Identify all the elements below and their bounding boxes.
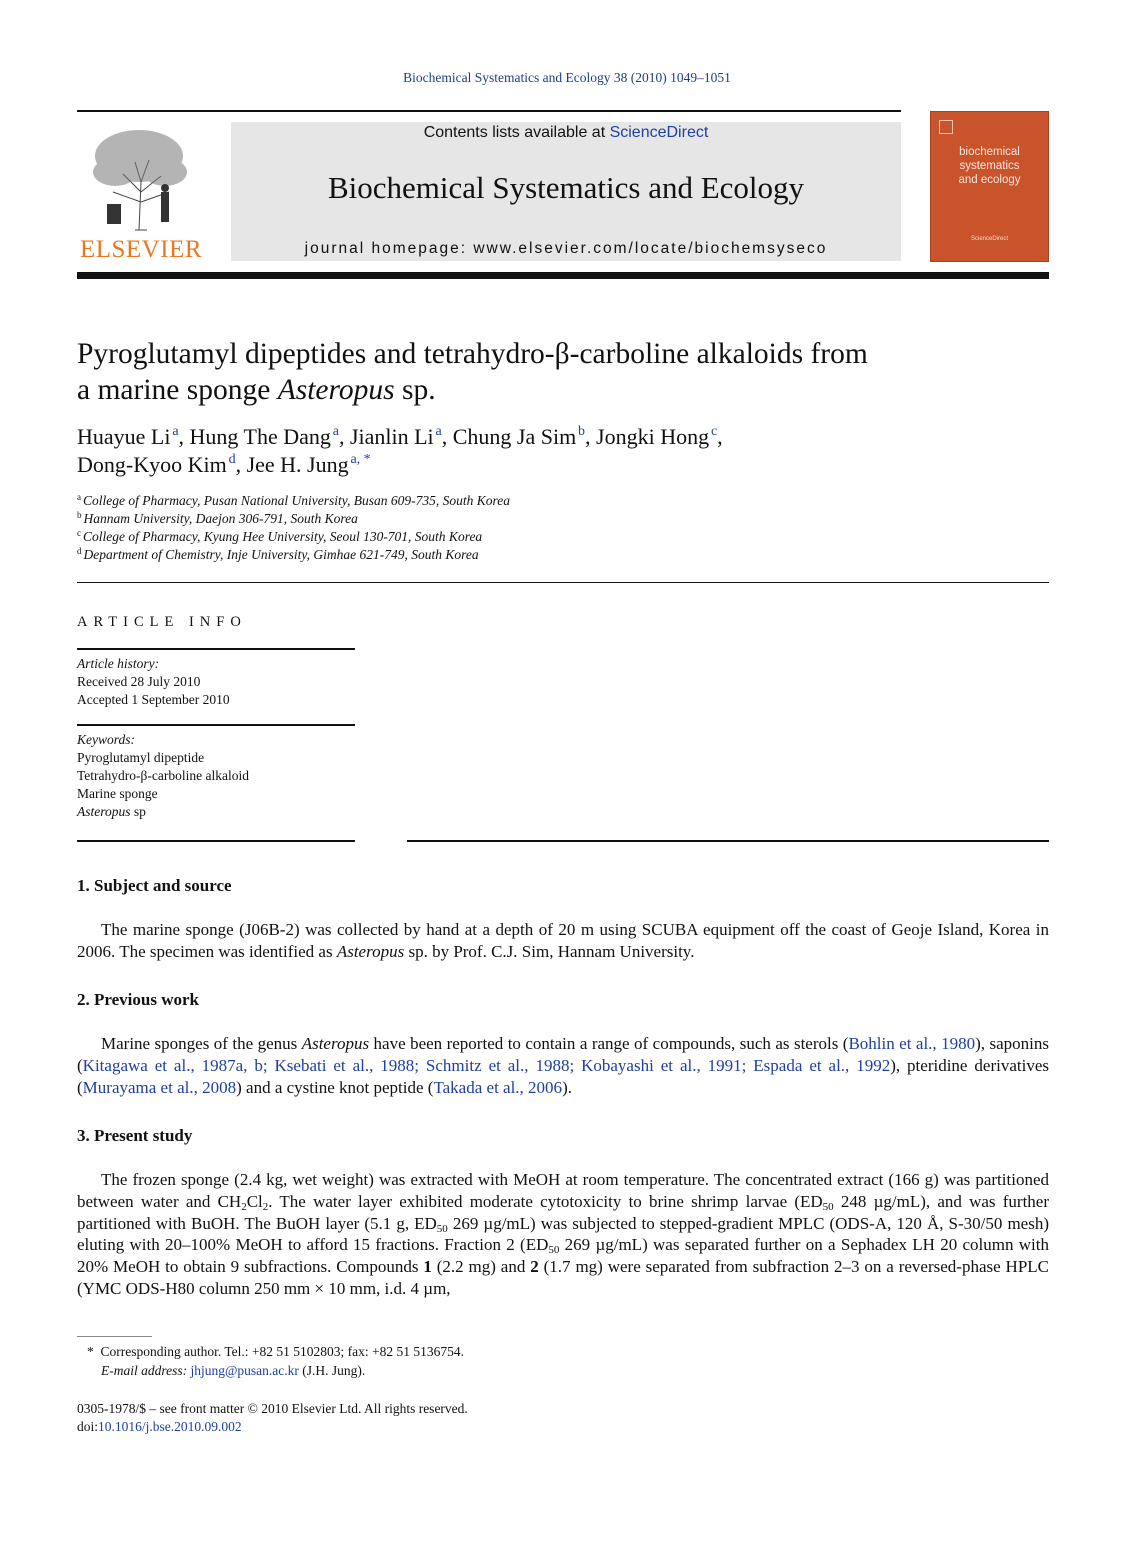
- elsevier-wordmark: ELSEVIER: [79, 236, 203, 263]
- affiliation: [77, 546, 777, 564]
- body-text: have been reported to contain a range of compounds, such as sterols (: [369, 1034, 849, 1053]
- body-text: . The water layer exhibited moderate cytotoxicity to brine shrimp larvae (ED: [268, 1191, 823, 1211]
- author-name: Jee H. Jung: [246, 452, 349, 477]
- header-thick-rule: [77, 272, 1049, 279]
- body-text: 269 µg/mL) was separated further on a Sephadex LH 20 column with 20% MeOH to obtain 9 subfractions. Compounds: [77, 1235, 1049, 1277]
- affiliation: [77, 528, 777, 546]
- affiliation: [77, 492, 777, 510]
- article-info-rule: [77, 724, 355, 726]
- author-affil-link[interactable]: c: [710, 424, 718, 439]
- corresponding-footnote: [87, 1342, 464, 1380]
- email-line: [87, 1361, 464, 1380]
- journal-cover[interactable]: [930, 111, 1049, 262]
- abstract-rule: [407, 840, 1049, 842]
- article-title: [77, 336, 1049, 408]
- title-line-1: Pyroglutamyl dipeptides and tetrahydro-β-carboline alkaloids from: [77, 338, 868, 370]
- body-text: ), pteridine derivatives (: [77, 1055, 1049, 1097]
- affiliation-text: Hannam University, Daejon 306-791, South Korea: [83, 511, 358, 526]
- subscript: 50: [822, 1200, 834, 1213]
- body-text: sp. by Prof. C.J. Sim, Hannam University.: [404, 941, 695, 961]
- title-line-2: [77, 372, 1049, 408]
- article-info-heading: ARTICLE INFO: [77, 614, 247, 630]
- issn-line: 0305-1978/$ – see front matter © 2010 Elsevier Ltd. All rights reserved.: [77, 1401, 468, 1416]
- compound-number: 1: [423, 1257, 432, 1277]
- header-rule: [77, 110, 901, 112]
- contents-line: [231, 124, 901, 142]
- section-heading-1: 1. Subject and source: [77, 876, 232, 895]
- body-text: ).: [562, 1077, 572, 1097]
- compound-number: 2: [530, 1257, 539, 1277]
- section-1-paragraph: [77, 919, 1049, 963]
- body-text: Cl: [246, 1191, 263, 1211]
- keyword: Tetrahydro-β-carboline alkaloid: [77, 768, 249, 783]
- accepted-date: Accepted 1 September 2010: [77, 692, 230, 707]
- author-sep: ,: [717, 424, 723, 449]
- article-info-rule: [77, 840, 355, 842]
- author-name: Hung The Dang: [189, 424, 331, 449]
- corresponding-text: Corresponding author. Tel.: +82 51 5102803; fax: +82 51 5136754.: [100, 1344, 465, 1359]
- affiliation-text: College of Pharmacy, Pusan National University, Busan 609-735, South Korea: [83, 493, 510, 508]
- section-2-paragraph: [77, 1033, 1049, 1098]
- copyright-block: [77, 1400, 468, 1436]
- subscript: 50: [436, 1222, 448, 1235]
- affiliation-text: Department of Chemistry, Inje University, Gimhae 621-749, South Korea: [83, 547, 479, 562]
- tree-icon: [77, 122, 205, 234]
- author-sep: ,: [441, 424, 453, 449]
- keyword: [77, 803, 249, 821]
- affiliation-marker: a: [77, 492, 81, 502]
- journal-citation[interactable]: Biochemical Systematics and Ecology 38 (2010) 1049–1051: [403, 70, 731, 85]
- title-genus: Asteropus: [277, 374, 395, 406]
- title-text: sp.: [394, 374, 436, 406]
- keyword: Marine sponge: [77, 786, 158, 801]
- author-name: Jongki Hong: [596, 424, 710, 449]
- author-affil-link[interactable]: a: [172, 424, 179, 439]
- elsevier-logo[interactable]: [77, 122, 205, 264]
- cover-title-line: systematics: [959, 160, 1020, 172]
- keyword-genus: Asteropus: [77, 804, 131, 819]
- subscript: 2: [262, 1200, 269, 1213]
- cover-title: [931, 145, 1048, 187]
- affiliation-marker: c: [77, 528, 81, 538]
- author-name: Chung Ja Sim: [452, 424, 577, 449]
- article-history: [77, 655, 230, 709]
- footnote-star: *: [87, 1344, 94, 1359]
- affiliation-marker: b: [77, 510, 82, 520]
- author-affil-link[interactable]: a, *: [350, 452, 371, 467]
- author-name: Huayue Li: [77, 424, 171, 449]
- contents-prefix: Contents lists available at: [423, 124, 610, 141]
- footnote-rule: [77, 1336, 152, 1337]
- keywords: [77, 731, 249, 821]
- affiliation: [77, 510, 777, 528]
- corresponding-line: [87, 1342, 464, 1361]
- journal-homepage[interactable]: journal homepage: www.elsevier.com/locate/biochemsyseco: [304, 240, 828, 257]
- reference-link[interactable]: Murayama et al., 2008: [82, 1077, 237, 1097]
- title-divider: [77, 582, 1049, 583]
- subscript: 2: [241, 1200, 247, 1213]
- email-label: E-mail address:: [101, 1363, 191, 1378]
- body-text: ) and a cystine knot peptide (: [236, 1077, 434, 1097]
- genus-name: Asteropus: [336, 941, 405, 961]
- affiliation-marker: d: [77, 546, 82, 556]
- sciencedirect-link[interactable]: ScienceDirect: [609, 124, 709, 141]
- doi-line: [77, 1418, 468, 1436]
- cover-title-line: and ecology: [958, 174, 1021, 186]
- email-link[interactable]: jhjung@pusan.ac.kr: [190, 1363, 299, 1378]
- subscript: 50: [548, 1244, 560, 1257]
- cover-logo-icon: [939, 120, 953, 134]
- body-text: ), saponins (: [77, 1034, 1049, 1075]
- author-affil-link[interactable]: b: [578, 424, 586, 439]
- section-heading-2: 2. Previous work: [77, 990, 199, 1009]
- affiliation-text: College of Pharmacy, Kyung Hee University, Seoul 130-701, South Korea: [83, 529, 483, 544]
- journal-name: Biochemical Systematics and Ecology: [327, 170, 805, 205]
- genus-name: Asteropus: [301, 1034, 370, 1053]
- body-text: Marine sponges of the genus: [101, 1034, 302, 1053]
- body-text: 248 µg/mL), and was further partitioned with BuOH. The BuOH layer (5.1 g, ED: [77, 1191, 1049, 1233]
- affiliation-list: [77, 492, 777, 564]
- keyword-suffix: sp: [130, 804, 146, 819]
- history-label: Article history:: [77, 656, 160, 671]
- author-sep: ,: [178, 424, 190, 449]
- author-name: Dong-Kyoo Kim: [77, 452, 227, 477]
- author-list: [77, 423, 1049, 479]
- keyword: Pyroglutamyl dipeptide: [77, 750, 205, 765]
- cover-sciencedirect: ScienceDirect: [970, 236, 1008, 242]
- author-affil-link[interactable]: d: [228, 452, 236, 467]
- reference-link[interactable]: Takada et al., 2006: [433, 1077, 563, 1097]
- body-text: The marine sponge (J06B-2) was collected by hand at a depth of 20 m using SCUBA equipment off the coast of Geoje Island, Korea in 2006. The specimen was identified as: [77, 920, 1049, 961]
- body-text: (2.2 mg) and: [431, 1257, 531, 1277]
- author-name: Jianlin Li: [349, 424, 434, 449]
- keywords-label: Keywords:: [77, 732, 135, 747]
- section-heading-3: 3. Present study: [77, 1126, 193, 1145]
- body-text: 269 µg/mL) was subjected to stepped-gradient MPLC (ODS-A, 120 Å, S-30/50 mesh) eluting with 20–100% MeOH to afford 15 fractions. Fraction 2 (ED: [77, 1213, 1049, 1255]
- title-text: a marine sponge: [77, 374, 278, 406]
- cover-title-line: biochemical: [959, 146, 1020, 158]
- article-info-rule: [77, 648, 355, 650]
- body-text: The frozen sponge (2.4 kg, wet weight) was extracted with MeOH at room temperature. The concentrated extract (166 g) was partitioned between water and CH: [77, 1170, 1049, 1211]
- author-affil-link[interactable]: a: [332, 424, 339, 439]
- author-sep: ,: [338, 424, 350, 449]
- section-3-paragraph: [77, 1169, 1049, 1300]
- email-suffix: (J.H. Jung).: [298, 1363, 366, 1378]
- author-sep: ,: [585, 424, 597, 449]
- body-text: (1.7 mg) were separated from subfraction 2–3 on a reversed-phase HPLC (YMC ODS-H80 column 250 mm × 10 mm, i.d. 4 µm,: [77, 1257, 1050, 1298]
- doi-label: doi:: [77, 1419, 99, 1434]
- reference-link[interactable]: Kitagawa et al., 1987a, b; Ksebati et al., 1988; Schmitz et al., 1988; Kobayashi et al., 1991; Espada et al., 1992: [82, 1055, 891, 1075]
- author-sep: ,: [235, 452, 247, 477]
- author-affil-link[interactable]: a: [435, 424, 442, 439]
- reference-link[interactable]: Bohlin et al., 1980: [848, 1034, 976, 1053]
- received-date: Received 28 July 2010: [77, 674, 201, 689]
- doi-link[interactable]: 10.1016/j.bse.2010.09.002: [98, 1419, 242, 1434]
